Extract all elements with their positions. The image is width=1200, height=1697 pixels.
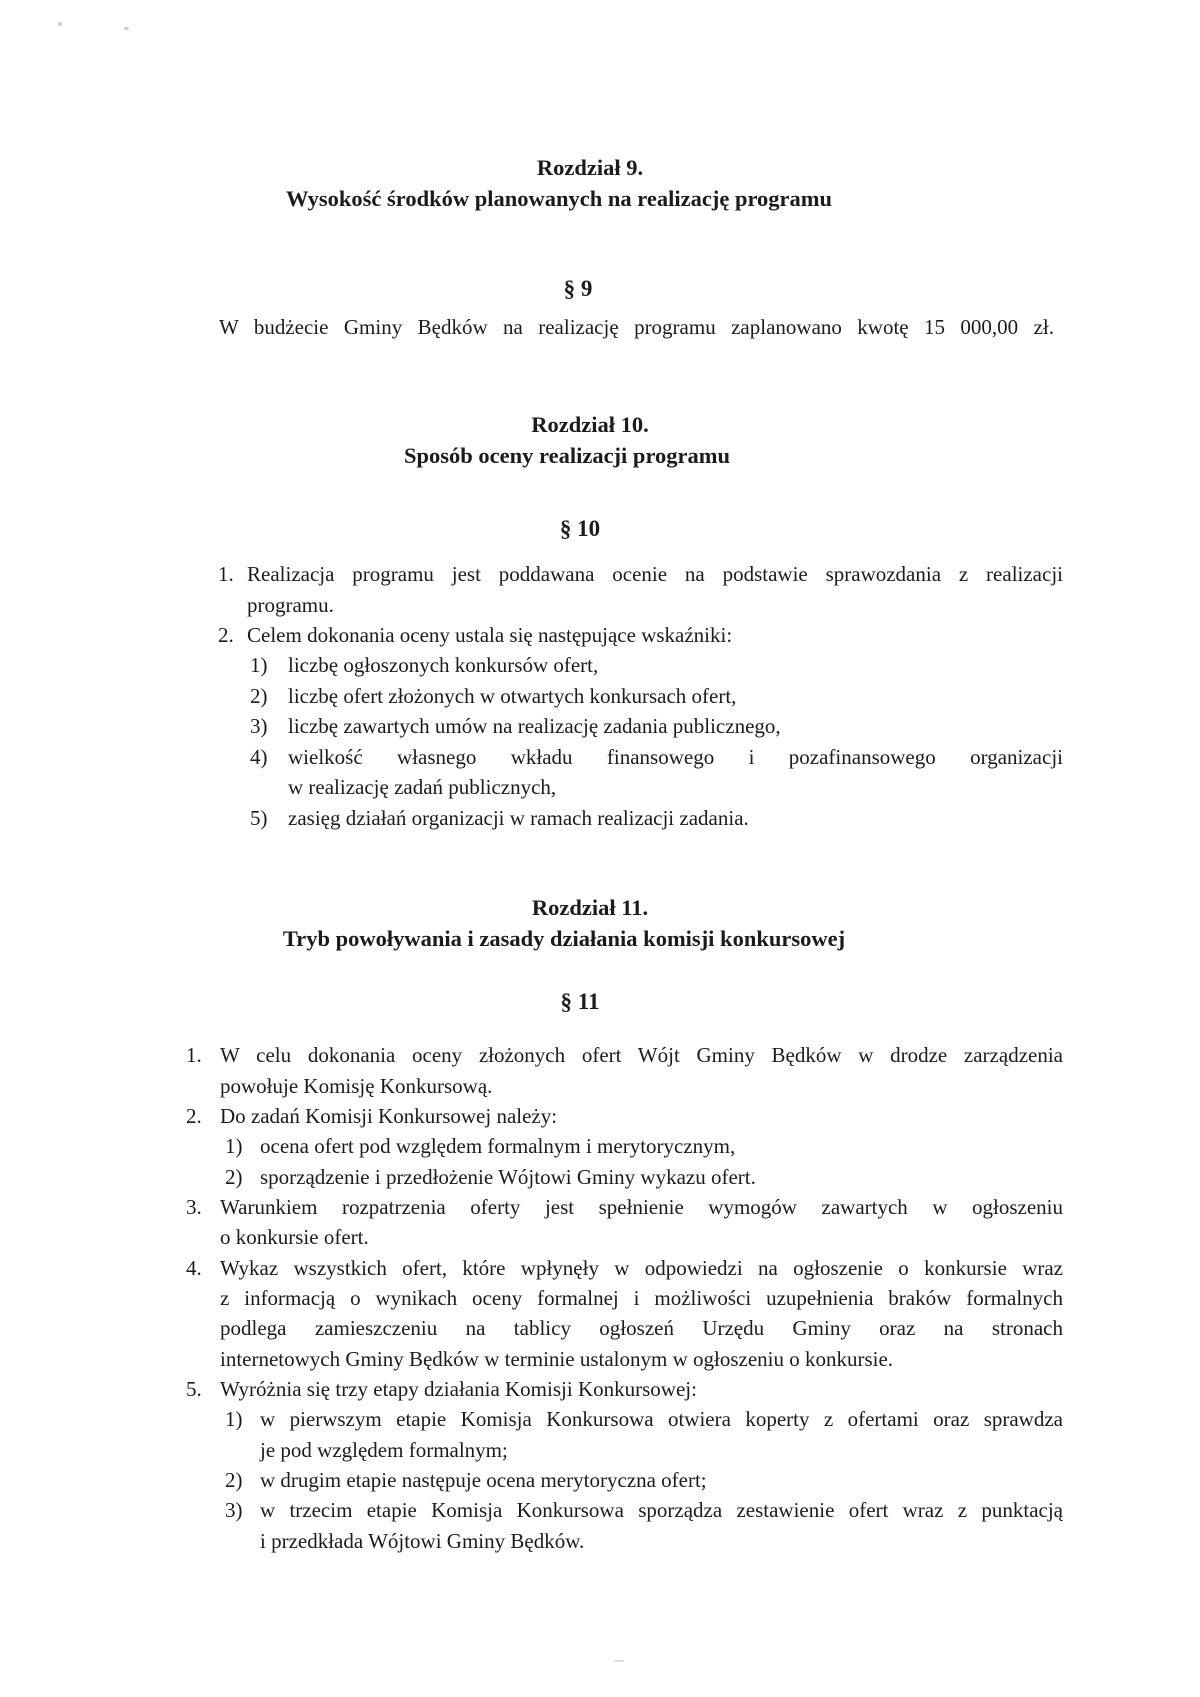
item-text: sporządzenie i przedłożenie Wójtowi Gminy wykazu ofert. (260, 1165, 756, 1189)
item-number: 5) (250, 806, 268, 830)
item-text: liczbę ofert złożonych w otwartych konkursach ofert, (288, 684, 737, 708)
item-number: 1) (250, 653, 268, 677)
item-text: i przedkłada Wójtowi Gminy Będków. (260, 1529, 585, 1553)
chapter-11-subtitle: Tryb powoływania i zasady działania komisji konkursowej (282, 926, 846, 951)
item-number: 2. (186, 1104, 202, 1128)
item-number: 2. (218, 623, 234, 647)
item-text: podlega zamieszczeniu na tablicy ogłoszeń Urzędu Gminy oraz na stronach (220, 1316, 1063, 1340)
item-text: liczbę zawartych umów na realizację zadania publicznego, (288, 714, 781, 738)
list-line (0, 1222, 1200, 1253)
chapter-10-subtitle: Sposób oceny realizacji programu (403, 443, 731, 468)
item-number: 3. (186, 1195, 202, 1219)
list-line (0, 1131, 1200, 1162)
item-text: W celu dokonania oceny złożonych ofert Wójt Gminy Będków w drodze zarządzenia (220, 1043, 1063, 1067)
item-text: Wyróżnia się trzy etapy działania Komisji Konkursowej: (220, 1377, 697, 1401)
item-text: w pierwszym etapie Komisja Konkursowa otwiera koperty z ofertami oraz sprawdza (260, 1407, 1063, 1431)
item-text: zasięg działań organizacji w ramach realizacji zadania. (288, 806, 749, 830)
item-text: powołuje Komisję Konkursową. (220, 1074, 493, 1098)
item-number: 2) (225, 1165, 243, 1189)
item-text: Warunkiem rozpatrzenia oferty jest spełnienie wymogów zawartych w ogłoszeniu (220, 1195, 1063, 1219)
item-text: liczbę ogłoszonych konkursów ofert, (288, 653, 599, 677)
item-number: 2) (225, 1468, 243, 1492)
chapter-9-heading: Rozdział 9. (536, 155, 644, 180)
budget-paragraph: W budżecie Gminy Będków na realizację programu zaplanowano kwotę 15 000,00 zł. (219, 315, 1054, 339)
list-line (0, 1526, 1200, 1557)
item-number: 1) (225, 1407, 243, 1431)
list-line (0, 1101, 1200, 1132)
item-number: 1. (218, 562, 234, 586)
list-line (0, 1313, 1200, 1344)
item-text: Wykaz wszystkich ofert, które wpłynęły w odpowiedzi na ogłoszenie o konkursie wraz (220, 1256, 1063, 1280)
list-line (0, 1344, 1200, 1375)
item-text: Do zadań Komisji Konkursowej należy: (220, 1104, 558, 1128)
item-number: 1) (225, 1134, 243, 1158)
section-10-mark: § 10 (559, 516, 601, 541)
item-number: 4. (186, 1256, 202, 1280)
item-number: 5. (186, 1377, 202, 1401)
list-line (0, 1374, 1200, 1405)
item-text: w realizację zadań publicznych, (288, 775, 557, 799)
chapter-11-heading: Rozdział 11. (531, 895, 649, 920)
list-line (0, 1040, 1200, 1071)
item-text: w drugim etapie następuje ocena merytoryczna ofert; (260, 1468, 707, 1492)
item-number: 3) (225, 1498, 243, 1522)
item-text: internetowych Gminy Będków w terminie ustalonym w ogłoszeniu o konkursie. (220, 1347, 894, 1371)
list-line (0, 1162, 1200, 1193)
section-9-mark: § 9 (563, 276, 593, 301)
list-line (0, 1495, 1200, 1526)
item-text: o konkursie ofert. (220, 1225, 369, 1249)
list-line (0, 1465, 1200, 1496)
list-line (0, 1435, 1200, 1466)
item-number: 2) (250, 684, 268, 708)
section-11-mark: § 11 (560, 989, 600, 1014)
item-text: wielkość własnego wkładu finansowego i pozafinansowego organizacji (288, 745, 1063, 769)
item-number: 3) (250, 714, 268, 738)
chapter-9-subtitle: Wysokość środków planowanych na realizację programu (285, 186, 833, 211)
chapter-10-heading: Rozdział 10. (531, 412, 649, 437)
list-line (0, 1192, 1200, 1223)
item-text: programu. (247, 593, 334, 617)
list-line (0, 1253, 1200, 1284)
item-text: w trzecim etapie Komisja Konkursowa sporządza zestawienie ofert wraz z punktacją (260, 1498, 1063, 1522)
item-number: 1. (186, 1043, 202, 1067)
item-text: ocena ofert pod względem formalnym i merytorycznym, (260, 1134, 736, 1158)
list-line (0, 1283, 1200, 1314)
item-text: Realizacja programu jest poddawana ocenie na podstawie sprawozdania z realizacji (247, 562, 1063, 586)
item-text: je pod względem formalnym; (260, 1438, 508, 1462)
list-line (0, 1071, 1200, 1102)
item-number: 4) (250, 745, 268, 769)
item-text: z informacją o wynikach oceny formalnej i możliwości uzupełnienia braków formalnych (220, 1286, 1063, 1310)
item-text: Celem dokonania oceny ustala się następujące wskaźniki: (247, 623, 733, 647)
list-line (0, 1404, 1200, 1435)
